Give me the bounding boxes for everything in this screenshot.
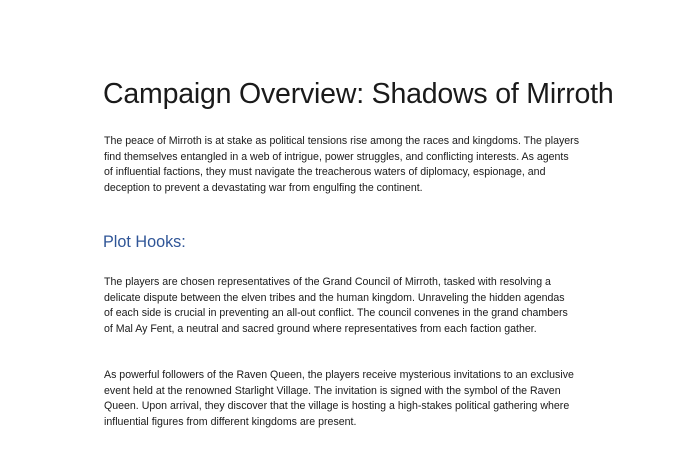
document-title: Campaign Overview: Shadows of Mirroth: [103, 78, 614, 110]
plot-hook-line: of Mal Ay Fent, a neutral and sacred ground where representatives from each faction gather.: [104, 322, 537, 335]
plot-hook-line: The players are chosen representatives of the Grand Council of Mirroth, tasked with resolving a: [104, 276, 551, 288]
plot-hook-paragraph-2: [104, 368, 584, 430]
plot-hook-line: influential figures from different kingdoms are present.: [104, 415, 357, 428]
intro-line: The peace of Mirroth is at stake as political tensions rise among the races and kingdoms. The players: [104, 135, 579, 147]
plot-hooks-heading: Plot Hooks:: [103, 233, 186, 251]
intro-line: deception to prevent a devastating war from engulfing the continent.: [104, 181, 423, 194]
plot-hook-paragraph-1: [104, 275, 584, 337]
plot-hook-line: Queen. Upon arrival, they discover that the village is hosting a high-stakes political gathering where: [104, 400, 570, 412]
intro-line: find themselves entangled in a web of intrigue, power struggles, and conflicting interests. As agents: [104, 150, 569, 163]
intro-line: of influential factions, they must navigate the treacherous waters of diplomacy, espionage, and: [104, 166, 546, 178]
plot-hook-line: event held at the renowned Starlight Village. The invitation is signed with the symbol of the Raven: [104, 384, 561, 397]
plot-hook-line: delicate dispute between the elven tribes and the human kingdom. Unraveling the hidden agendas: [104, 291, 565, 304]
plot-hook-line: As powerful followers of the Raven Queen, the players receive mysterious invitations to an exclusive: [104, 369, 574, 381]
plot-hook-line: of each side is crucial in preventing an all-out conflict. The council convenes in the grand chambers: [104, 307, 568, 319]
intro-paragraph: [104, 134, 584, 196]
